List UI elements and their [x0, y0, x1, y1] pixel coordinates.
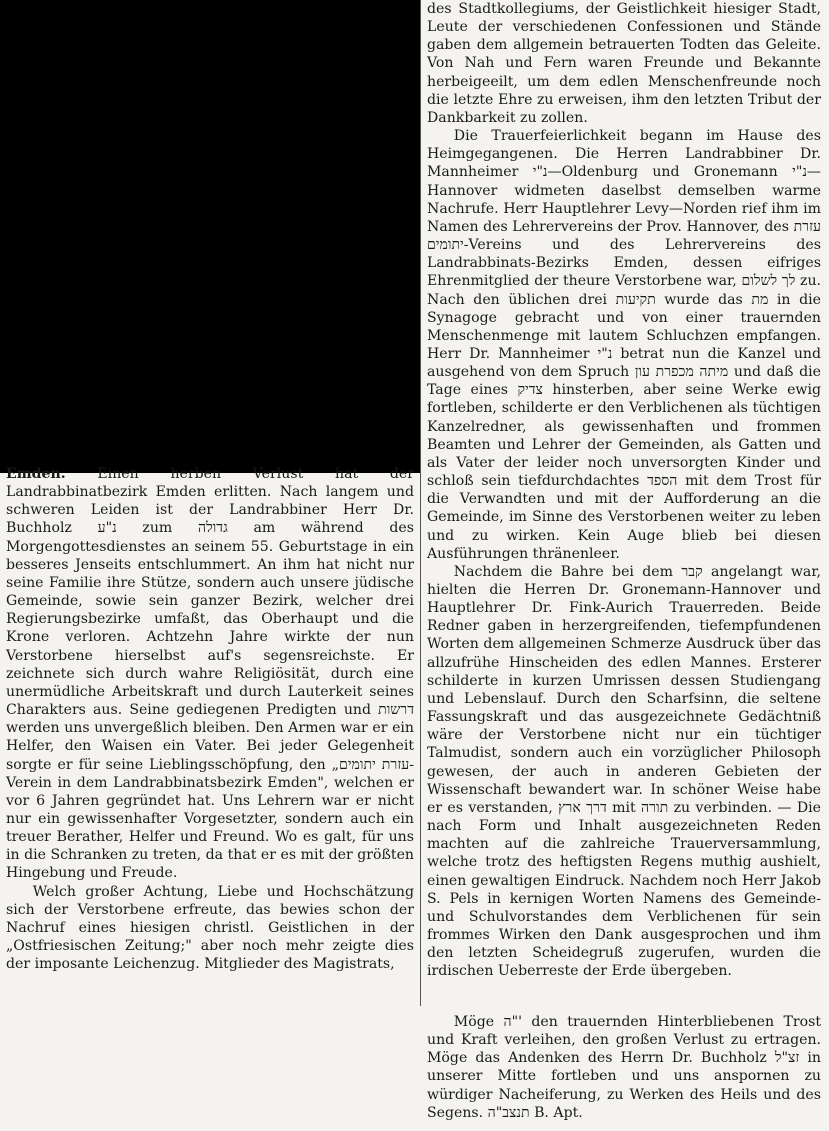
closing-text: Möge ה"' den trauernden Hinterbliebenen Trost und Kraft verleihen, den großen Verlust zu ertragen. Möge das Andenken des Herrn Dr. Buchholz זצ"ל in unserer Mitte fortleben und uns anspornen zu würdiger Nacheiferung, zu Werken des Heils und des Segens.	[427, 1014, 821, 1121]
column-divider	[420, 0, 421, 1006]
place-heading: Emden.	[6, 466, 66, 482]
right-column	[427, 0, 821, 980]
signature: B. Apt.	[534, 1104, 583, 1121]
paragraph-text: Einen herben Verlust hat der Landrabbinatbezirk Emden erlitten. Nach langem und schweren Leiden ist der Landrabbiner Herr Dr. Buchholz נ"ע zum גדולה am während des Morgengottesdienstes an seinem 55. Geburtstage in ein besseres Jenseits entschlummert. An ihm hat nicht nur seine Familie ihre Stütze, sondern auch unsere jüdische Gemeinde, sowie sein ganzer Bezirk, welcher drei Regierungsbezirke umfaßt, das Oberhaupt und die Krone verloren. Achtzehn Jahre wirkte der nun Verstorbene hierselbst auf's segensreichste. Er zeichnete sich durch wahre Religiösität, durch eine unermüdliche Arbeitskraft und durch Lauterkeit seines Charakters aus. Seine gediegenen Predigten und דרשות werden uns unvergeßlich bleiben. Den Armen war er ein Helfer, den Waisen ein Vater. Bei jeder Gelegenheit sorgte er für seine Lieblingsschöpfung, den „עזרת יתומים-Verein in dem Landrabbinatsbezirk Emden", welchen er vor 6 Jahren gegründet hat. Uns Lehrern war er nicht nur ein gewissenhafter Vorgesetzter, sondern auch ein treuer Berather, Helfer und Freund. Wo es galt, für uns in die Schranken zu treten, da that er es mit der größten Hingebung und Freude.	[6, 466, 414, 882]
paragraph: Nachdem die Bahre bei dem קבר angelangt war, hielten die Herren Dr. Gronemann-Hannover und Hauptlehrer Dr. Fink-Aurich Trauerreden. Beide Redner gaben in herzergreifenden, tiefempfundenen Worten dem allgemeinen Schmerze Ausdruck über das allzufrühe Hinscheiden des edlen Mannes. Ersterer schilderte in kurzen Umrissen dessen Studiengang und Lebenslauf. Durch den Scharfsinn, die seltene Fassungskraft und das ausgezeichnete Gedächtniß wäre der Verstorbene nicht nur ein tüchtiger Talmudist, sondern auch ein vorzüglicher Philosoph gewesen, der auch in anderen Gebieten der Wissenschaft bewandert war. In schöner Weise habe er es verstanden, דרך ארץ mit תורה zu verbinden. — Die nach Form und Inhalt ausgezeichneten Reden machten auf die zahlreiche Trauerversammlung, welche trotz des heftigsten Regens muthig aushielt, einen gewaltigen Eindruck. Nachdem noch Herr Jakob S. Pels in kernigen Worten Namens des Gemeinde- und Schulvorstandes dem Verblichenen für sein frommes Wirken den Dank ausgesprochen und ihm den letzten Scheidegruß zugerufen, wurden die irdischen Ueberreste der Erde übergeben.	[427, 563, 822, 980]
closing-paragraph	[427, 1013, 821, 1122]
paragraph: Welch großer Achtung, Liebe und Hochschätzung sich der Verstorbene erfreute, das bewies schon der Nachruf eines hiesigen christl. Geistlichen in der „Ostfriesischen Zeitung;" aber noch mehr zeigte dies der imposante Leichenzug. Mitglieder des Magistrats,	[6, 883, 414, 973]
paragraph	[6, 465, 414, 883]
date-hebrew: תנצב"ה	[487, 1104, 530, 1121]
paragraph: des Stadtkollegiums, der Geistlichkeit hiesiger Stadt, Leute der verschiedenen Confessionen und Stände gaben dem allgemein betrauerten Todten das Geleite. Von Nah und Fern waren Freunde und Bekannte herbeigeeilt, um dem edlen Menschenfreunde noch die letzte Ehre zu erweisen, ihm den letzten Tribut der Dankbarkeit zu zollen.	[427, 1, 821, 126]
paragraph: Die Trauerfeierlichkeit begann im Hause des Heimgegangenen. Die Herren Landrabbiner Dr. Mannheimer נ"י—Oldenburg und Gronemann נ"י—Hannover widmeten daselbst demselben warme Nachrufe. Herr Hauptlehrer Levy—Norden rief ihm im Namen des Lehrervereins der Prov. Hannover, des עזרת יתומים-Vereins und des Lehrervereins des Landrabbinats-Bezirks Emden, dessen eifriges Ehrenmitglied der theure Verstorbene war, לך לשלום zu. Nach den üblichen drei תקיעות wurde das מת in die Synagoge gebracht und von einer trauernden Menschenmenge mit lautem Schluchzen empfangen. Herr Dr. Mannheimer נ"י betrat nun die Kanzel und ausgehend von dem Spruch מיתה מכפרת עון und daß die Tage eines צדיק hinsterben, aber seine Werke ewig fortleben, schilderte er den Verblichenen als tüchtigen Kanzelredner, als gewissenhaften und frommen Beamten und Lehrer der Gemeinden, als Gatten und als Vater der leider noch unversorgten Kinder und schloß sein tiefdurchdachtes הספד mit dem Trost für die Verwandten und mit der Aufforderung an die Gemeinde, im Sinne des Verstorbenen weiter zu leben und zu wirken. Kein Auge blieb bei diesen Ausführungen thränenleer.	[427, 128, 822, 562]
closing-section	[427, 1013, 821, 1122]
left-column	[6, 465, 414, 973]
redacted-region	[0, 0, 420, 473]
